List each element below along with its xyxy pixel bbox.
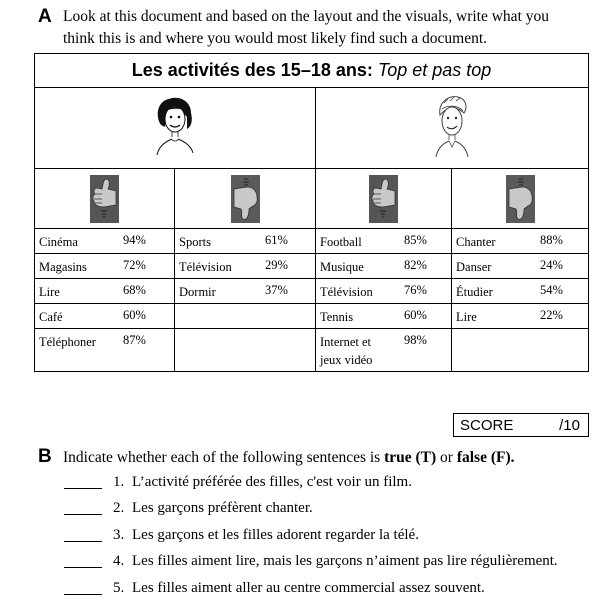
thumbs-up-icon [369, 175, 398, 223]
activity-label: Danser [456, 260, 492, 274]
percent-value: 85% [404, 233, 427, 247]
table-cell [452, 279, 589, 304]
percent-value: 22% [540, 308, 563, 322]
table-cell [35, 329, 175, 372]
statement-item-2 [64, 500, 313, 522]
percent-value: 72% [123, 258, 146, 272]
activity-label: Football [320, 235, 362, 249]
activity-label-line2: jeux vidéo [320, 353, 373, 367]
table-cell [316, 304, 452, 329]
percent-value: 60% [404, 308, 427, 322]
table-cell [175, 279, 316, 304]
statement-number: 1. [113, 474, 125, 490]
activity-label: Étudier [456, 285, 493, 299]
statement-item-4 [64, 553, 558, 575]
table-cell [35, 279, 175, 304]
true-label: true (T) [384, 449, 437, 466]
statement-item-3 [64, 527, 419, 549]
answer-blank[interactable] [64, 527, 102, 542]
table-cell-empty [452, 329, 589, 372]
activity-label-line1: Internet et [320, 335, 372, 349]
activity-label: Chanter [456, 235, 496, 249]
boy-face-icon [430, 93, 474, 159]
statement-number: 3. [113, 527, 125, 543]
activity-label: Sports [179, 235, 211, 249]
table-cell [316, 254, 452, 279]
table-cell-empty [175, 304, 316, 329]
table-cell [35, 254, 175, 279]
statement-item-5 [64, 580, 485, 602]
score-total: /10 [559, 417, 580, 434]
percent-value: 98% [404, 333, 427, 347]
activity-label: Magasins [39, 260, 87, 274]
section-a-instruction-line2: think this is and where you would most likely find such a document. [63, 30, 488, 47]
activity-label: Dormir [179, 285, 216, 299]
table-cell [35, 229, 175, 254]
girls-dislikes-header [175, 169, 316, 229]
statement-text: Les garçons et les filles adorent regarder la télé. [132, 527, 419, 543]
percent-value: 24% [540, 258, 563, 272]
statement-number: 5. [113, 580, 125, 596]
activity-label: Café [39, 310, 63, 324]
activity-label [320, 333, 372, 369]
activity-label: Téléphoner [39, 335, 96, 349]
statement-text: Les filles aiment lire, mais les garçons n’aiment pas lire régulièrement. [132, 553, 558, 569]
boys-likes-header [316, 169, 452, 229]
survey-title [35, 54, 589, 88]
table-cell [175, 254, 316, 279]
percent-value: 87% [123, 333, 146, 347]
survey-table [34, 53, 589, 372]
thumbs-up-icon [90, 175, 119, 223]
answer-blank[interactable] [64, 580, 102, 595]
percent-value: 29% [265, 258, 288, 272]
percent-value: 61% [265, 233, 288, 247]
activity-label: Télévision [179, 260, 232, 274]
instruction-text: Indicate whether each of the following sentences is [63, 449, 385, 466]
false-label: false (F). [456, 449, 515, 466]
boys-dislikes-header [452, 169, 589, 229]
table-cell [175, 229, 316, 254]
percent-value: 37% [265, 283, 288, 297]
survey-title-bold: Les activités des 15–18 ans: [131, 60, 373, 80]
table-cell [316, 229, 452, 254]
table-cell [452, 254, 589, 279]
statement-number: 4. [113, 553, 125, 569]
percent-value: 82% [404, 258, 427, 272]
table-cell [316, 329, 452, 372]
table-cell [35, 304, 175, 329]
score-box [453, 413, 589, 437]
section-a-letter: A [38, 6, 52, 27]
table-cell [452, 229, 589, 254]
score-label: SCORE [460, 417, 514, 434]
percent-value: 76% [404, 283, 427, 297]
activity-label: Lire [39, 285, 60, 299]
section-a-instruction-line1: Look at this document and based on the layout and the visuals, write what you [63, 8, 549, 25]
statement-text: Les filles aiment aller au centre commercial assez souvent. [132, 580, 485, 596]
statement-text: L’activité préférée des filles, c'est voir un film. [132, 474, 412, 490]
percent-value: 88% [540, 233, 563, 247]
percent-value: 60% [123, 308, 146, 322]
activity-label: Télévision [320, 285, 373, 299]
activity-label: Musique [320, 260, 364, 274]
percent-value: 94% [123, 233, 146, 247]
percent-value: 54% [540, 283, 563, 297]
activity-label: Cinéma [39, 235, 78, 249]
girl-face-icon [153, 95, 197, 157]
section-b-instruction [63, 447, 515, 469]
statement-text: Les garçons préfèrent chanter. [132, 500, 313, 516]
table-cell [316, 279, 452, 304]
answer-blank[interactable] [64, 500, 102, 515]
thumbs-down-icon [231, 175, 260, 223]
statement-item-1 [64, 474, 412, 496]
answer-blank[interactable] [64, 553, 102, 568]
table-cell [452, 304, 589, 329]
activity-label: Tennis [320, 310, 354, 324]
activity-label: Lire [456, 310, 477, 324]
answer-blank[interactable] [64, 474, 102, 489]
section-b-letter: B [38, 446, 52, 467]
statement-number: 2. [113, 500, 125, 516]
girls-header [35, 88, 316, 169]
instruction-or: or [436, 449, 457, 466]
survey-title-italic: Top et pas top [377, 60, 492, 80]
thumbs-down-icon [506, 175, 535, 223]
boys-header [316, 88, 589, 169]
table-cell-empty [175, 329, 316, 372]
percent-value: 68% [123, 283, 146, 297]
girls-likes-header [35, 169, 175, 229]
